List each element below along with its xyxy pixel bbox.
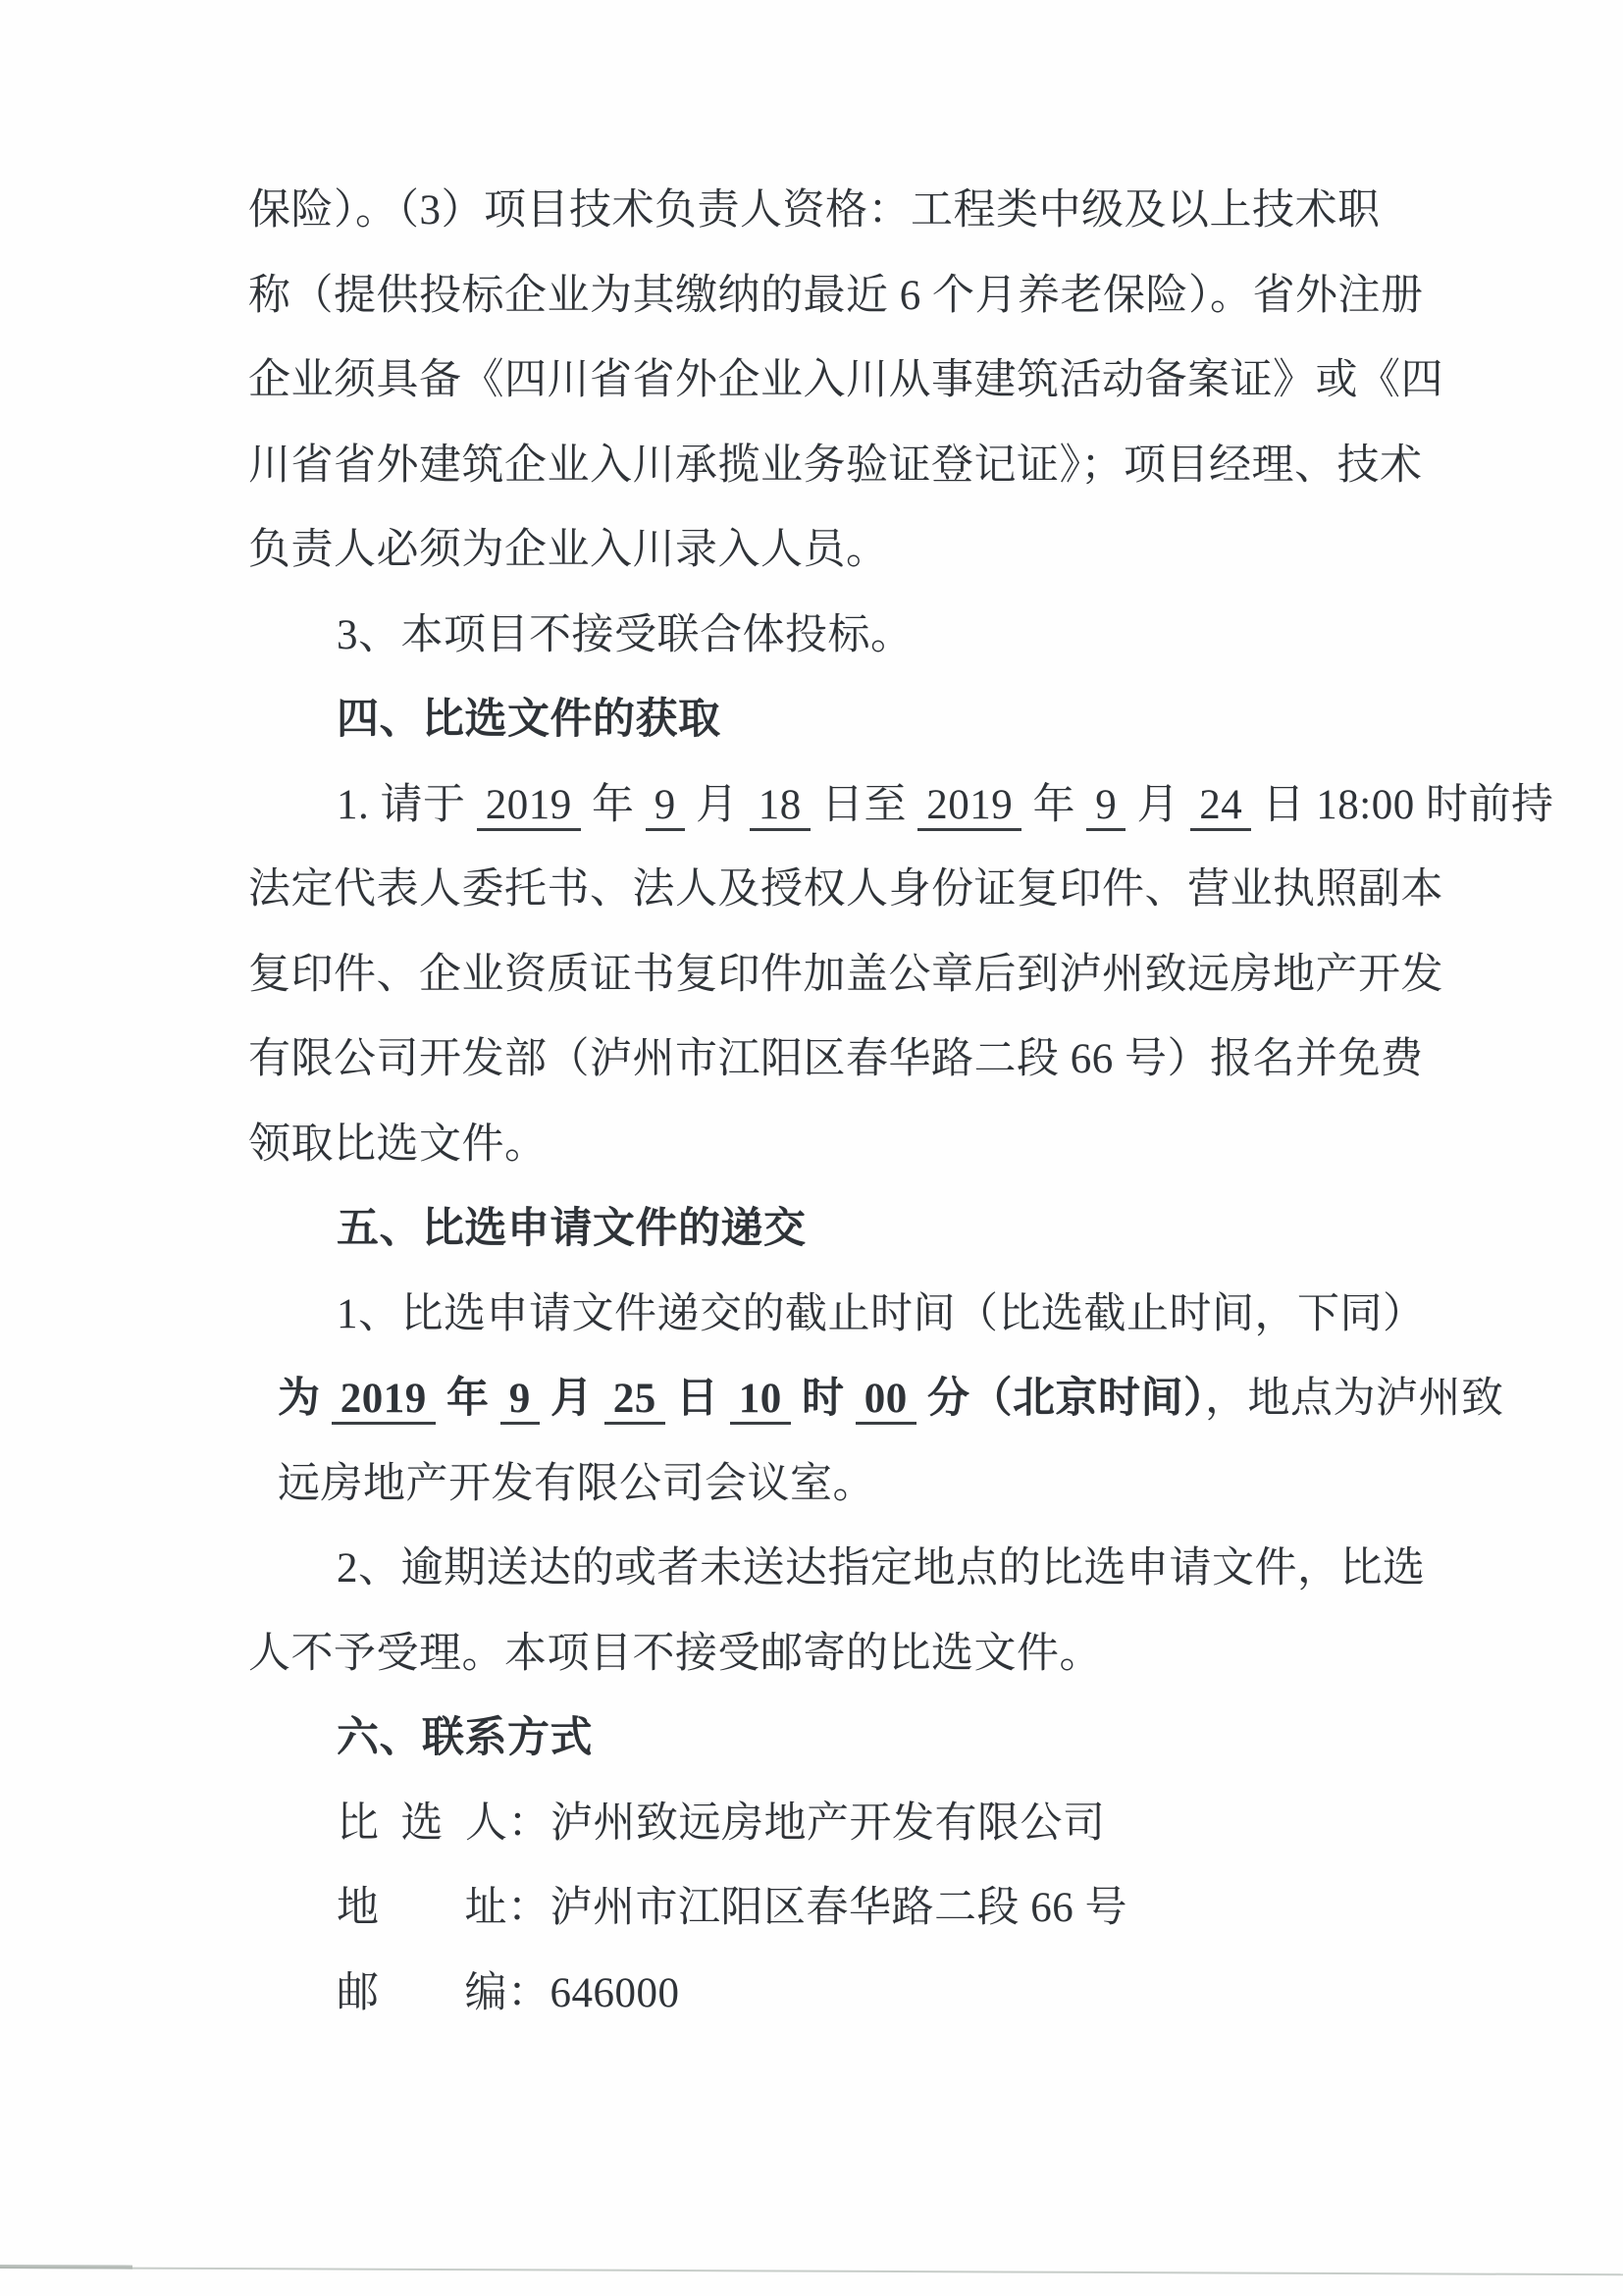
- text-segment: 法定代表人委托书、法人及授权人身份证复印件、营业执照副本: [248, 866, 1443, 913]
- text-segment: 有限公司开发部（泸州市江阳区春华路二段 66 号）报名并免费: [248, 1036, 1424, 1082]
- text-line: [248, 1273, 1494, 1358]
- text-segment: 保险）。（3）项目技术负责人资格：工程类中级及以上技术职: [248, 187, 1381, 234]
- text-segment: 3、本项目不接受联合体投标。: [337, 611, 914, 658]
- section-heading: [248, 678, 1494, 763]
- text-segment: 为: [278, 1376, 332, 1422]
- text-line: [248, 1103, 1494, 1188]
- text-segment: 企业须具备《四川省省外企业入川从事建筑活动备案证》或《四: [248, 357, 1443, 403]
- text-segment: 五、比选申请文件的递交: [337, 1206, 807, 1252]
- text-segment: 比 选 人：泸州致远房地产开发有限公司: [337, 1800, 1106, 1847]
- text-segment: 月: [684, 781, 750, 828]
- underlined-value: 24: [1190, 782, 1251, 831]
- text-line: [248, 1866, 1494, 1952]
- text-segment: 年: [580, 781, 646, 828]
- text-line: [248, 169, 1494, 254]
- text-line: [248, 508, 1494, 594]
- text-line: [248, 594, 1494, 679]
- underlined-value: 2019: [332, 1376, 436, 1425]
- underlined-value: 9: [500, 1376, 540, 1425]
- text-line: [248, 1782, 1494, 1867]
- underlined-value: 2019: [477, 782, 581, 831]
- underlined-value: 18: [750, 782, 811, 831]
- text-segment: 分（北京时间）: [916, 1376, 1205, 1422]
- text-segment: 领取比选文件。: [248, 1121, 548, 1168]
- underlined-value: 2019: [917, 782, 1021, 831]
- text-segment: 年: [435, 1376, 500, 1422]
- text-segment: 复印件、企业资质证书复印件加盖公章后到泸州致远房地产开发: [248, 951, 1443, 998]
- text-segment: ，地点为泸州致: [1205, 1376, 1504, 1422]
- underlined-value: 00: [856, 1376, 916, 1425]
- text-line: [248, 254, 1494, 339]
- text-segment: 邮 编：646000: [337, 1969, 680, 2016]
- text-segment: 六、联系方式: [337, 1715, 593, 1761]
- scan-artifact-line-stub: [0, 2265, 132, 2270]
- text-segment: 时: [790, 1376, 856, 1422]
- text-segment: 远房地产开发有限公司会议室。: [278, 1460, 875, 1507]
- underlined-value: 10: [730, 1376, 791, 1425]
- text-segment: 负责人必须为企业入川录入人员。: [248, 527, 889, 573]
- text-segment: 年: [1021, 781, 1087, 828]
- text-segment: 1. 请于: [337, 781, 477, 828]
- text-line: [248, 763, 1554, 849]
- text-line: [248, 848, 1494, 933]
- text-line: [248, 1527, 1494, 1612]
- text-line: [248, 1952, 1494, 2037]
- text-line: [248, 1442, 1494, 1528]
- text-line: [248, 933, 1494, 1018]
- text-segment: 人不予受理。本项目不接受邮寄的比选文件。: [248, 1630, 1102, 1677]
- section-heading: [248, 1187, 1494, 1273]
- underlined-value: 9: [646, 782, 685, 831]
- text-segment: 川省省外建筑企业入川承揽业务验证登记证》；项目经理、技术: [248, 442, 1423, 489]
- text-segment: 日 18:00 时前持: [1251, 781, 1554, 828]
- section-heading: [248, 1696, 1494, 1782]
- text-segment: 月: [539, 1376, 604, 1422]
- underlined-value: 9: [1086, 782, 1126, 831]
- text-line: [248, 339, 1494, 424]
- text-segment: 地 址：泸州市江阳区春华路二段 66 号: [337, 1885, 1127, 1931]
- document-body: [248, 169, 1554, 2036]
- text-segment: 2、逾期送达的或者未送达指定地点的比选申请文件，比选: [337, 1545, 1426, 1592]
- text-segment: 日: [664, 1376, 730, 1422]
- text-segment: 称（提供投标企业为其缴纳的最近 6 个月养老保险）。省外注册: [248, 272, 1424, 319]
- text-segment: 月: [1126, 781, 1191, 828]
- text-line: [248, 1357, 1504, 1442]
- text-segment: 1、比选申请文件递交的截止时间（比选截止时间，下同）: [337, 1290, 1426, 1337]
- text-segment: 四、比选文件的获取: [337, 697, 721, 743]
- scan-artifact-line: [0, 2267, 1623, 2275]
- text-line: [248, 1018, 1494, 1103]
- underlined-value: 25: [604, 1376, 665, 1425]
- text-line: [248, 1612, 1494, 1697]
- text-line: [248, 424, 1494, 509]
- text-segment: 日至: [810, 781, 918, 828]
